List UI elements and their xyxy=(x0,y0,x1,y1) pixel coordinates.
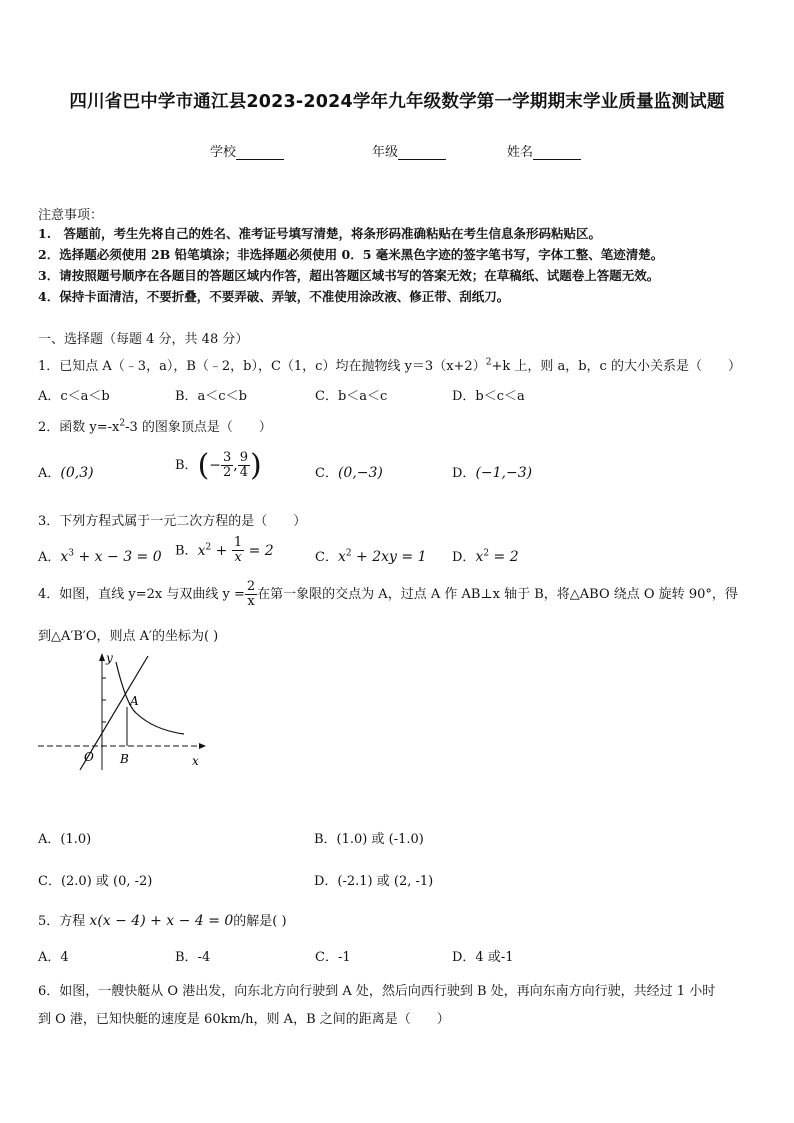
hyperbola-curve xyxy=(116,662,184,734)
q2-frac-1-num: 3 xyxy=(223,450,232,465)
q2-option-c[interactable] xyxy=(315,462,383,481)
q3-label-d: D． xyxy=(452,550,476,565)
q4-option-b[interactable]: B．(1.0) 或 (-1.0) xyxy=(314,832,424,847)
q2-opt-c-math: (0,−3) xyxy=(337,465,383,481)
q3-a-var: x xyxy=(60,549,69,565)
q1-option-d[interactable]: D．b＜c＜a xyxy=(452,389,525,404)
question-6-line-2: 到 O 港，已知快艇的速度是 60km/h，则 A，B 之间的距离是（ ） xyxy=(38,1012,450,1027)
grade-label: 年级 xyxy=(372,145,399,160)
section-heading: 一、选择题（每题 4 分，共 48 分） xyxy=(38,332,249,347)
notice-item: 1. 答题前，考生先将自己的姓名、准考证号填写清楚，将条形码准确粘贴在考生信息条形码粘贴区。 xyxy=(38,226,602,241)
x-axis-arrow xyxy=(199,743,206,749)
q3-c-var: x xyxy=(337,549,346,565)
graph-label-b: B xyxy=(120,752,129,766)
q4-stem-a: 4．如图，直线 y=2x 与双曲线 y = xyxy=(38,587,245,602)
graph-label-o: O xyxy=(84,750,94,764)
y-axis-arrow xyxy=(99,653,105,661)
q1-option-c[interactable]: C．b＜a＜c xyxy=(315,389,388,404)
school-field[interactable] xyxy=(210,141,284,160)
q4-option-a[interactable]: A．(1.0) xyxy=(38,832,92,847)
question-3: 3．下列方程式属于一元二次方程的是（ ） xyxy=(38,514,307,529)
q3-b-sup: 2 xyxy=(205,541,212,552)
q4-frac-den: x xyxy=(247,594,255,609)
q2-frac-1 xyxy=(221,451,233,480)
q5-option-d[interactable]: D．4 或-1 xyxy=(452,950,514,965)
notice-item: 3．请按照题号顺序在各题目的答题区域内作答，超出答题区域书写的答案无效；在草稿纸、试题卷上答题无效。 xyxy=(38,268,660,283)
q3-opt-a-math xyxy=(60,549,161,565)
q3-label-a: A． xyxy=(38,550,61,565)
q2-label-b: B． xyxy=(175,458,198,473)
question-2 xyxy=(38,416,272,435)
name-field[interactable] xyxy=(507,141,581,160)
notice-heading: 注意事项： xyxy=(38,208,104,223)
q3-b-frac xyxy=(232,536,244,565)
q2-option-a[interactable] xyxy=(38,462,94,481)
q3-c-sup: 2 xyxy=(345,548,352,559)
q4-stem-c: 到△A′B′O，则点 A′的坐标为( ) xyxy=(38,629,219,644)
q2-label-c: C． xyxy=(315,466,338,481)
q3-b-frac-num: 1 xyxy=(233,535,243,550)
q3-b-var: x xyxy=(197,542,206,559)
q2-stem-a: 2．函数 y=-x xyxy=(38,420,120,435)
q3-label-b: B． xyxy=(175,543,198,559)
q5-stem-b: 的解是( ) xyxy=(233,914,287,929)
school-blank[interactable] xyxy=(236,145,284,160)
q3-option-a[interactable] xyxy=(38,546,162,565)
q3-option-c[interactable] xyxy=(315,546,426,565)
q3-opt-d-math xyxy=(475,549,518,565)
q2-frac-1-den: 2 xyxy=(223,465,232,480)
q5-option-c[interactable]: C．-1 xyxy=(315,950,351,965)
q3-option-b[interactable] xyxy=(175,536,274,565)
q3-c-rest: + 2xy = 1 xyxy=(351,549,427,565)
q2-frac-2 xyxy=(238,451,250,480)
page-title: 四川省巴中学市通江县2023-2024学年九年级数学第一学期期末学业质量监测试题 xyxy=(69,92,725,112)
q2-option-d[interactable] xyxy=(452,462,532,481)
graph-label-a: A xyxy=(130,694,139,708)
q3-a-rest: + x − 3 = 0 xyxy=(74,549,162,565)
q3-d-rest: = 2 xyxy=(489,549,519,565)
question-6-line-1: 6．如图，一艘快艇从 O 港出发，向东北方向行驶到 A 处，然后向西行驶到 B 处，再向东南方向行驶，共经过 1 小时 xyxy=(38,984,716,999)
q5-option-b[interactable]: B．-4 xyxy=(175,950,211,965)
q2-option-b[interactable] xyxy=(175,448,262,483)
q2-frac-2-num: 9 xyxy=(239,450,249,465)
question-1 xyxy=(38,355,741,374)
q2-label-d: D． xyxy=(452,466,476,481)
graph-label-x: x xyxy=(192,754,199,768)
q1-option-b[interactable]: B．a＜c＜b xyxy=(175,389,247,404)
notice-item: 2．选择题必须使用 2B 铅笔填涂；非选择题必须使用 0．5 毫米黑色字迹的签字笔书写，字体工整、笔迹清楚。 xyxy=(38,247,664,262)
q2-frac-2-den: 4 xyxy=(239,465,249,480)
q4-frac xyxy=(245,580,257,609)
q4-stem-b: 在第一象限的交点为 A，过点 A 作 AB⊥x 轴于 B，将△ABO 绕点 O 旋转 90°，得 xyxy=(257,587,738,602)
q2-paren-open: ( xyxy=(197,448,210,483)
name-label: 姓名 xyxy=(507,145,534,160)
graph-label-y: y xyxy=(106,651,113,665)
question-4 xyxy=(38,580,738,610)
q3-label-c: C． xyxy=(315,550,338,565)
q1-stem-b: +k 上，则 a，b，c 的大小关系是（ ） xyxy=(491,359,741,374)
q2-label-a: A． xyxy=(38,466,61,481)
q3-b-rest: = 2 xyxy=(244,542,274,559)
q3-b-frac-den: x xyxy=(234,550,242,565)
q4-graph xyxy=(36,648,216,773)
q3-d-var: x xyxy=(475,549,484,565)
q1-stem-a: 1．已知点 A（﹣3，a），B（﹣2，b），C（1，c）均在抛物线 y＝3（x+2） xyxy=(38,359,486,374)
q3-opt-b-math xyxy=(197,535,274,565)
q3-b-plus: + xyxy=(211,542,232,559)
q2-stem-b: -3 的图象顶点是（ ） xyxy=(125,420,272,435)
grade-blank[interactable] xyxy=(398,145,446,160)
q2-paren-close: ) xyxy=(250,448,262,483)
q4-option-c[interactable]: C．(2.0) 或 (0, -2) xyxy=(38,874,153,889)
q2-sup: 2 xyxy=(119,418,126,429)
q1-option-a[interactable]: A．c＜a＜b xyxy=(38,389,110,404)
name-blank[interactable] xyxy=(533,145,581,160)
q3-a-sup: 3 xyxy=(68,548,75,559)
notice-item: 4．保持卡面清洁，不要折叠，不要弄破、弄皱，不准使用涂改液、修正带、刮纸刀。 xyxy=(38,289,510,304)
q1-sup: 2 xyxy=(485,357,492,368)
q5-equation: x(x − 4) + x − 4 = 0 xyxy=(89,913,234,929)
q2-minus: − xyxy=(209,457,222,474)
grade-field[interactable] xyxy=(372,141,446,160)
question-5 xyxy=(38,910,287,929)
q3-opt-c-math xyxy=(338,549,427,565)
q5-stem-a: 5．方程 xyxy=(38,914,86,929)
q2-opt-d-math: (−1,−3) xyxy=(475,465,533,481)
q4-frac-num: 2 xyxy=(246,579,256,594)
q4-option-d[interactable]: D．(-2.1) 或 (2, -1) xyxy=(314,874,434,889)
school-label: 学校 xyxy=(210,145,237,160)
q3-option-d[interactable] xyxy=(452,546,519,565)
q2-comma: , xyxy=(233,457,238,474)
q2-opt-a-math: (0,3) xyxy=(60,465,94,481)
q3-d-sup: 2 xyxy=(483,548,490,559)
q5-option-a[interactable]: A．4 xyxy=(38,950,69,965)
